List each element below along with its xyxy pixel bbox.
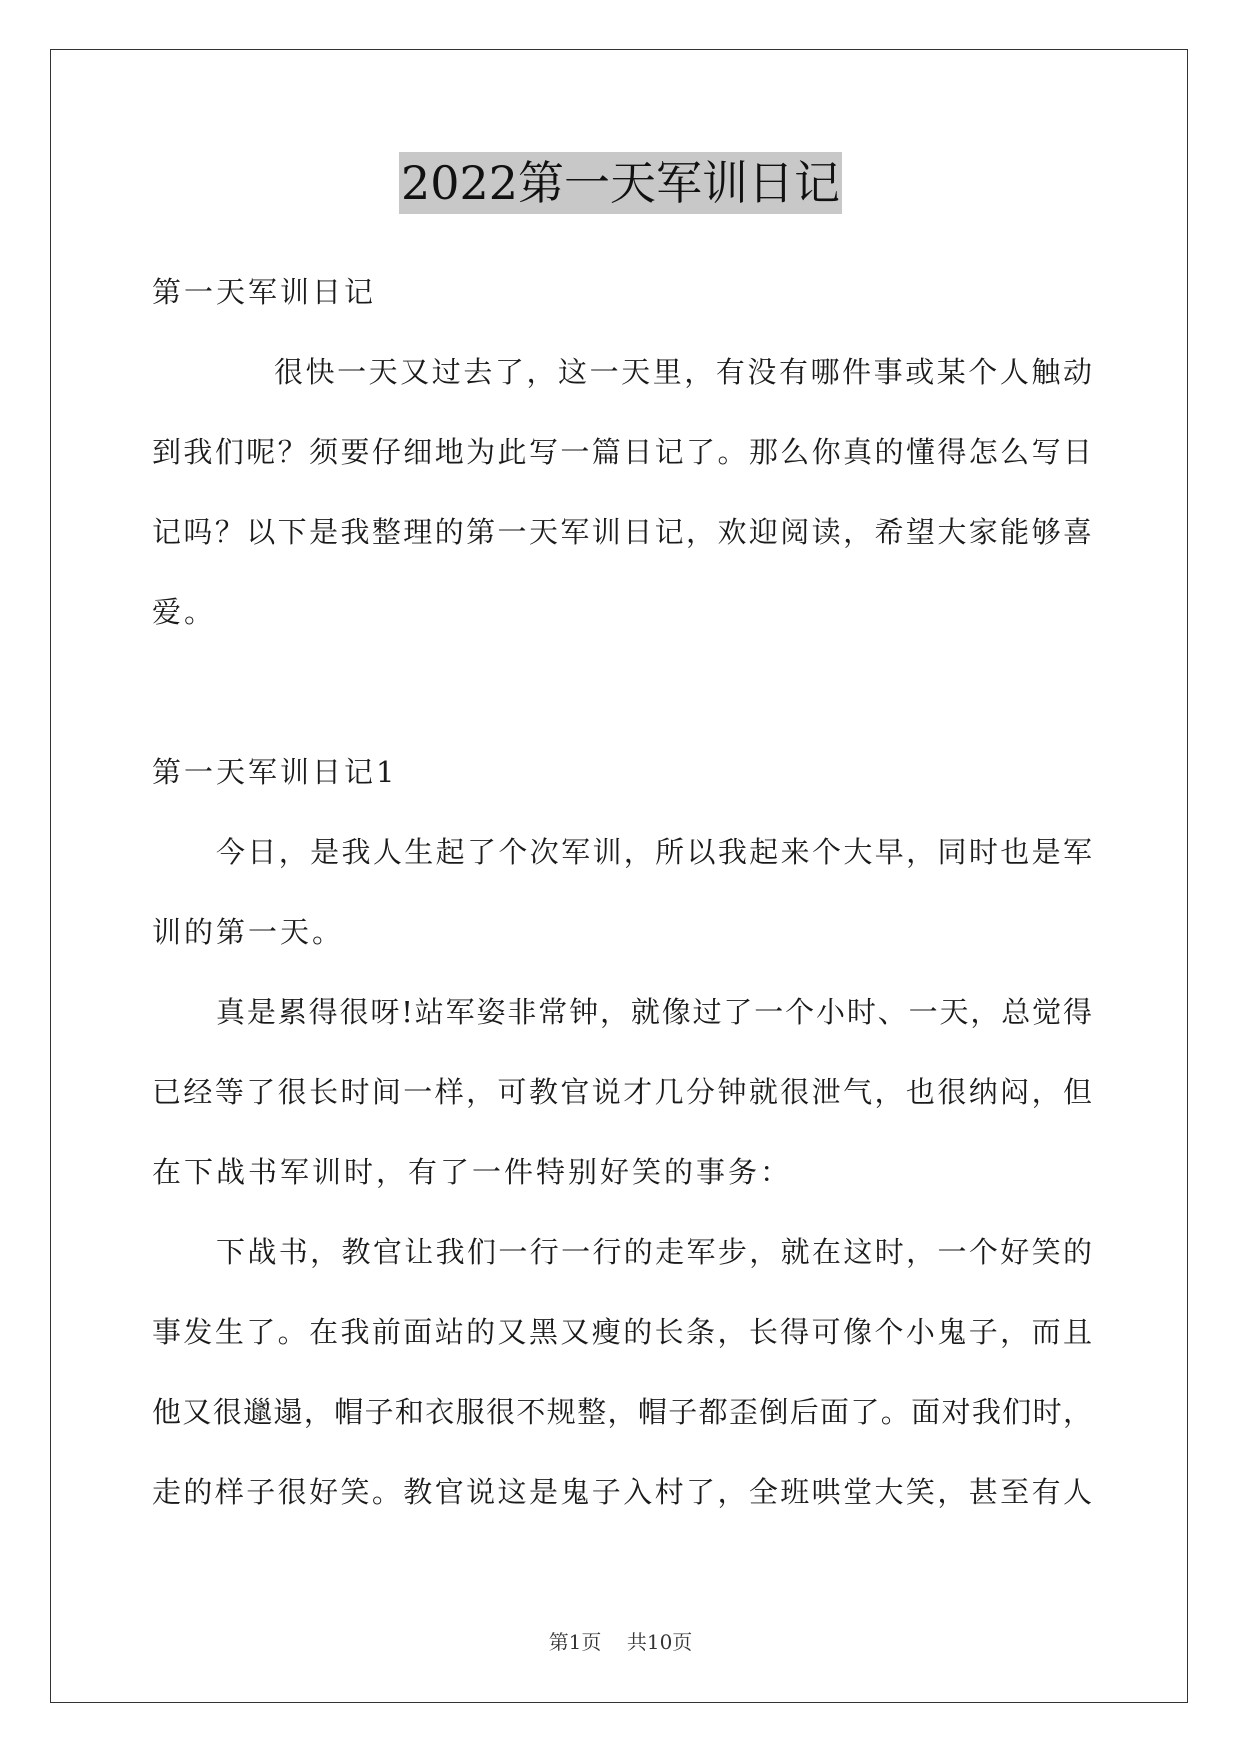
paragraph-line: 走的样子很好笑。教官说这是鬼子入村了，全班哄堂大笑，甚至有人 (152, 1475, 1092, 1509)
intro-line: 到我们呢？须要仔细地为此写一篇日记了。那么你真的懂得怎么写日 (152, 435, 1092, 469)
paragraph-line: 训的第一天。 (152, 915, 345, 949)
section-heading: 第一天军训日记1 (152, 755, 398, 789)
paragraph-line: 真是累得很呀!站军姿非常钟，就像过了一个小时、一天，总觉得 (216, 995, 1092, 1029)
paragraph-gap (152, 652, 1092, 732)
page-number: 第1页 (548, 1630, 602, 1654)
paragraph-line: 在下战书军训时，有了一件特别好笑的事务： (152, 1155, 793, 1189)
paragraph-line: 已经等了很长时间一样，可教官说才几分钟就很泄气，也很纳闷，但 (152, 1075, 1092, 1109)
paragraph-line: 下战书，教官让我们一行一行的走军步，就在这时，一个好笑的 (216, 1235, 1092, 1269)
paragraph-line: 今日，是我人生起了个次军训，所以我起来个大早，同时也是军 (216, 835, 1092, 869)
paragraph-line: 事发生了。在我前面站的又黑又瘦的长条，长得可像个小鬼子，而且 (152, 1315, 1092, 1349)
intro-heading: 第一天军训日记 (152, 275, 377, 309)
page-footer (0, 1626, 1241, 1655)
intro-line: 很快一天又过去了，这一天里，有没有哪件事或某个人触动 (274, 355, 1092, 389)
page-total: 共10页 (626, 1630, 693, 1654)
intro-line: 爱。 (152, 595, 217, 629)
document-body (152, 252, 1092, 1532)
paragraph-line: 他又很邋遢，帽子和衣服很不规整，帽子都歪倒后面了。面对我们时， (152, 1395, 1092, 1429)
intro-line: 记吗？以下是我整理的第一天军训日记，欢迎阅读，希望大家能够喜 (152, 515, 1092, 549)
title-wrap (0, 152, 1241, 214)
document-title: 2022第一天军训日记 (399, 152, 842, 214)
